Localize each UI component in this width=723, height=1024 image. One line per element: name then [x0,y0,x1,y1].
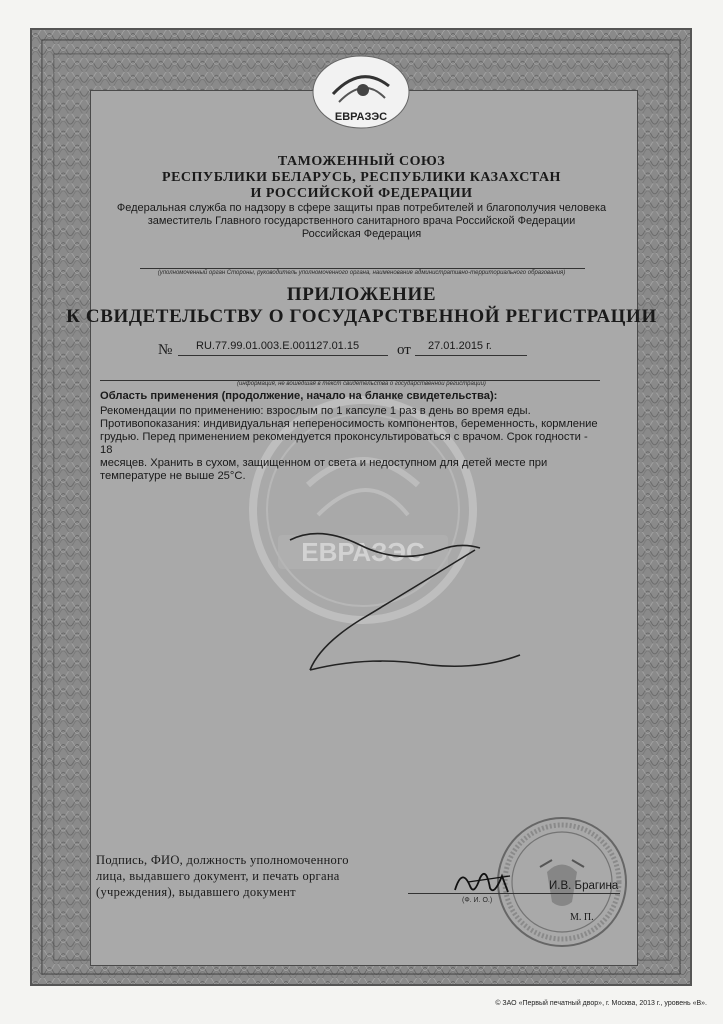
printer-imprint: © ЗАО «Первый печатный двор», г. Москва, 2013 г., уровень «В». [495,1000,707,1007]
svg-text:ЕВРАЗЭС: ЕВРАЗЭС [301,537,425,567]
authority-underline [140,268,585,269]
signature-underline [408,893,620,894]
mp-note: М. П. [570,912,594,923]
union-header [60,154,663,202]
agency-block [60,202,663,241]
body-line-1: Рекомендации по применению: взрослым по 1 капсуле 1 раз в день во время еды. [100,405,531,417]
number-label: № [158,342,173,358]
union-line-2: РЕСПУБЛИКИ БЕЛАРУСЬ, РЕСПУБЛИКИ КАЗАХСТАН [162,170,561,185]
body-heading: Область применения (продолжение, начало на бланке свидетельства): [100,390,498,402]
union-line-1: ТАМОЖЕННЫЙ СОЮЗ [277,154,446,169]
agency-line-2: заместитель Главного государственного санитарного врача Российской Федерации [147,215,576,227]
agency-line-1: Федеральная служба по надзору в сфере защиты прав потребителей и благополучия человека [116,202,607,214]
signature-caption-line-3: (учреждения), выдавшего документ [96,885,296,899]
signature-caption [96,852,396,900]
body-line-2: Противопоказания: индивидуальная непереносимость компонентов, беременность, кормление [100,418,598,430]
number-underline [178,355,388,356]
registration-number: RU.77.99.01.003.E.001127.01.15 [196,340,360,352]
info-note: (информация, не вошедшая в текст свидетельства о государственной регистрации) [237,381,486,387]
signature-caption-line-1: Подпись, ФИО, должность уполномоченного [96,853,349,867]
signer-name: И.В. Брагина [549,880,619,892]
signature-caption-line-2: лица, выдавшего документ, и печать органа [96,869,340,883]
handwritten-signature-icon [450,862,550,900]
title-line-2: К СВИДЕТЕЛЬСТВУ О ГОСУДАРСТВЕННОЙ РЕГИСТРАЦИИ [66,306,657,327]
registration-date: 27.01.2015 г. [428,340,492,352]
title-line-1: ПРИЛОЖЕНИЕ [286,284,437,305]
union-line-3: И РОССИЙСКОЙ ФЕДЕРАЦИИ [250,186,473,201]
body-section [100,390,600,483]
cancel-squiggle-icon [250,520,550,700]
date-underline [415,355,527,356]
fio-note: (Ф. И. О.) [462,897,493,904]
agency-line-3: Российская Федерация [301,228,422,240]
date-label: от [397,342,411,358]
body-line-5: температуре не выше 25°С. [100,470,246,482]
authority-note: (уполномоченный орган Стороны, руководитель уполномоченного органа, наименование административно-территориального образования) [157,270,566,276]
body-line-4: месяцев. Хранить в сухом, защищенном от света и недоступном для детей месте при [100,457,548,469]
body-line-3: грудью. Перед применением рекомендуется проконсультироваться с врачом. Срок годности - 18 [100,431,588,456]
eurasec-emblem-icon [309,54,413,134]
logo-text: ЕВРАЗЭС [334,111,388,123]
